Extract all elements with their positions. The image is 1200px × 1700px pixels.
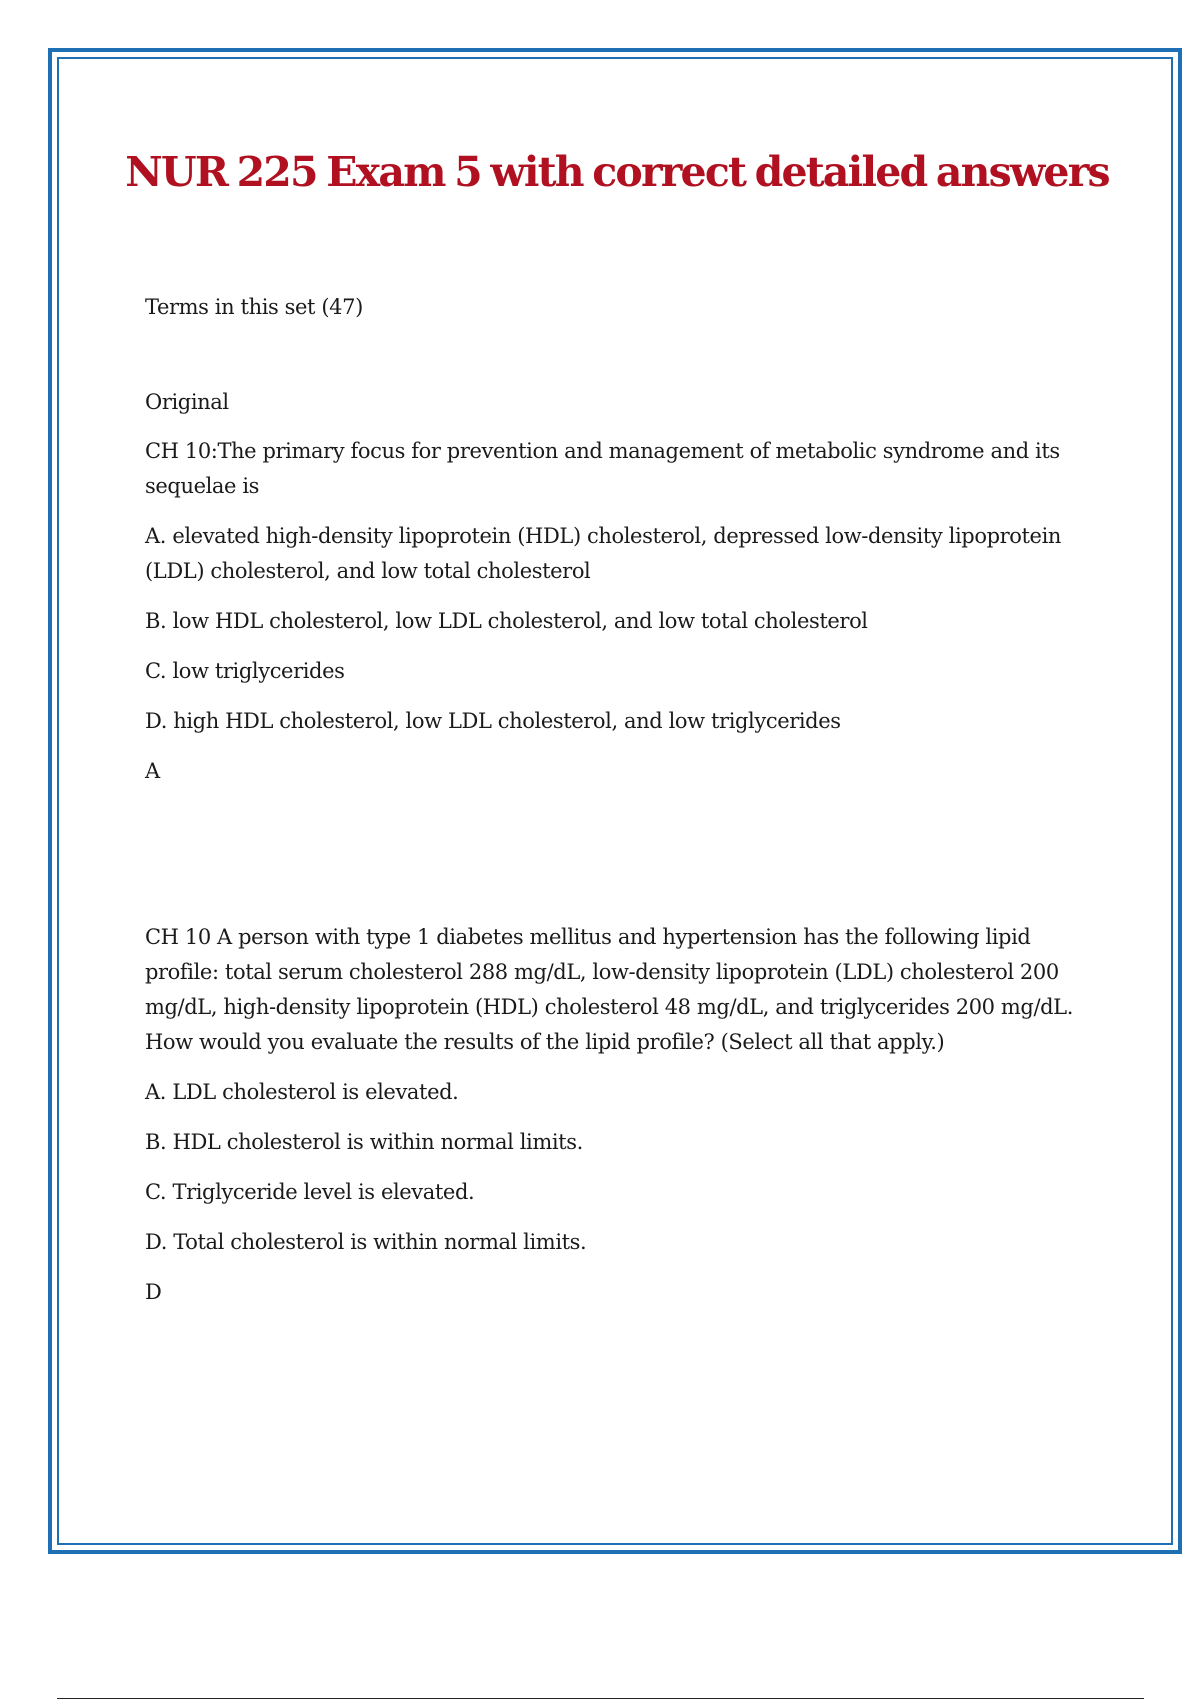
answer: D — [145, 1280, 162, 1304]
question-text: CH 10 A person with type 1 diabetes mellitus and hypertension has the following lipid profile: total serum cholesterol 288 mg/dL, low-density lipoprotein (LDL) cholesterol 200 mg/dL, high-density lipoprotein (HDL) cholesterol 48 mg/dL, and triglycerides 200 mg/dL. How would you evaluate the results of the lipid profile? (Select all that apply.) — [145, 925, 1073, 1054]
answer: A — [145, 759, 160, 783]
question-block-1 — [145, 385, 1085, 789]
document-title: NUR 225 Exam 5 with correct detailed answers — [125, 148, 1109, 196]
option-d: D. Total cholesterol is within normal limits. — [145, 1230, 587, 1254]
page-border-inner — [57, 57, 1173, 1545]
option-b: B. HDL cholesterol is within normal limits. — [145, 1130, 583, 1154]
option-c: C. low triglycerides — [145, 659, 345, 683]
option-b: B. low HDL cholesterol, low LDL cholesterol, and low total cholesterol — [145, 609, 868, 633]
section-label: Original — [145, 390, 229, 414]
option-a: A. elevated high-density lipoprotein (HDL) cholesterol, depressed low-density lipoprotein (LDL) cholesterol, and low total cholesterol — [145, 524, 1062, 583]
footer-divider — [57, 1698, 1144, 1699]
option-a: A. LDL cholesterol is elevated. — [145, 1080, 459, 1104]
terms-count: Terms in this set (47) — [145, 295, 363, 319]
question-text: CH 10:The primary focus for prevention and management of metabolic syndrome and its sequelae is — [145, 439, 1060, 498]
option-d: D. high HDL cholesterol, low LDL cholesterol, and low triglycerides — [145, 709, 841, 733]
question-block-2 — [145, 920, 1085, 1310]
option-c: C. Triglyceride level is elevated. — [145, 1180, 475, 1204]
